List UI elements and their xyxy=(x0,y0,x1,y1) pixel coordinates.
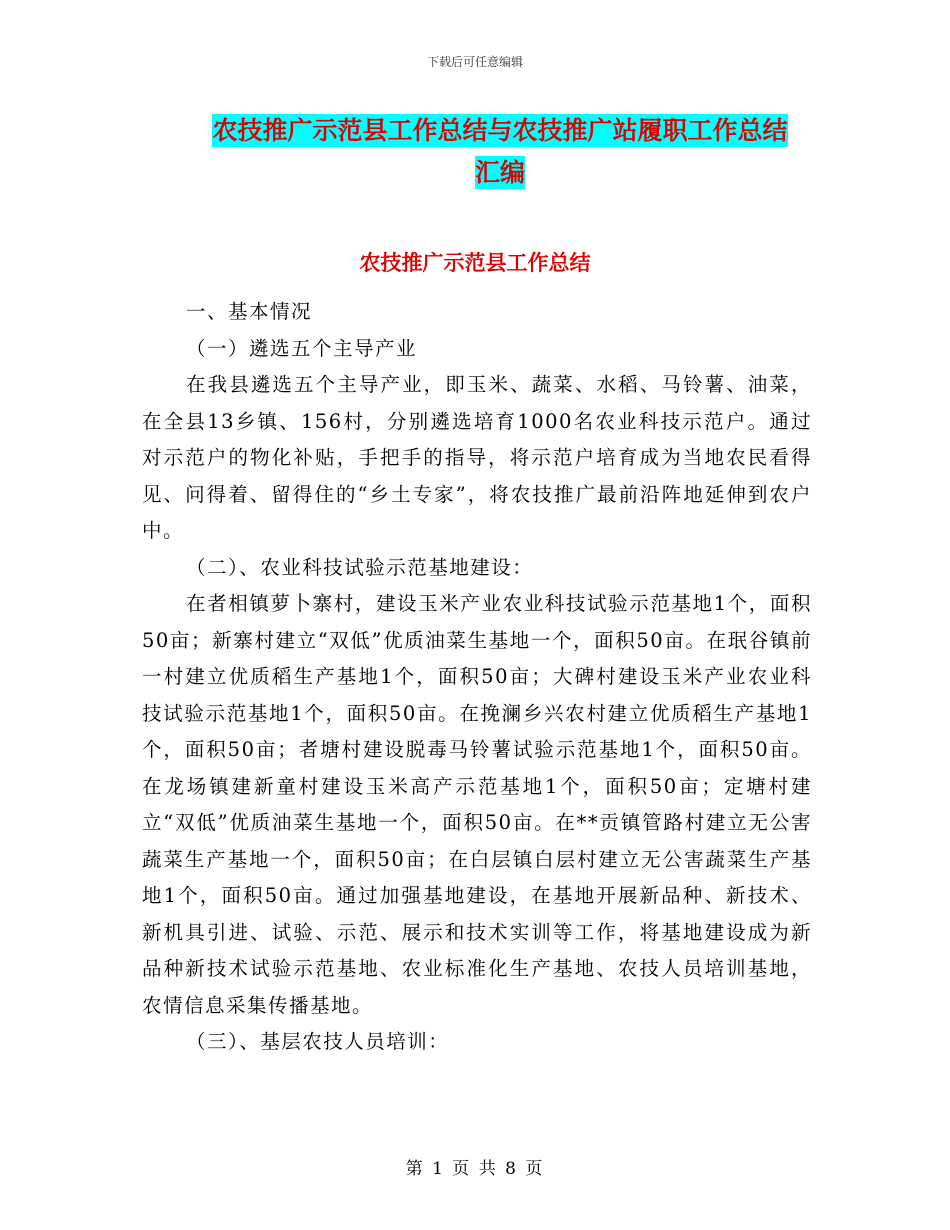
title-line-1: 农技推广示范县工作总结与农技推广站履职工作总结 xyxy=(212,116,788,145)
header-note: 下载后可任意编辑 xyxy=(426,55,523,69)
subheading-3: （三）、基层农技人员培训： xyxy=(186,1030,450,1053)
document-title xyxy=(150,110,850,194)
subheading-1: （一）遴选五个主导产业 xyxy=(186,336,418,360)
page-number: 第 1 页 共 8 页 xyxy=(405,1159,545,1179)
title-line-2: 汇编 xyxy=(474,158,525,187)
body-text xyxy=(142,294,812,1061)
paragraph-2: 在者相镇萝卜寨村，建设玉米产业农业科技试验示范基地1个，面积50亩；新寨村建立“双低”优质油菜生基地一个，面积50亩。在珉谷镇前一村建立优质稻生产基地1个，面积50亩；大碑村建设玉米产业农业科技试验示范基地1个，面积50亩。在挽澜乡兴农村建立优质稻生产基地1个，面积50亩；者塘村建设脱毒马铃薯试验示范基地1个，面积50亩。在龙场镇建新童村建设玉米高产示范基地1个，面积50亩；定塘村建立“双低”优质油菜生基地一个，面积50亩。在**贡镇管路村建立无公害蔬菜生产基地一个，面积50亩；在白层镇白层村建立无公害蔬菜生产基地1个，面积50亩。通过加强基地建设，在基地开展新品种、新技术、新机具引进、试验、示范、展示和技术实训等工作，将基地建设成为新品种新技术试验示范基地、农业标准化生产基地、农技人员培训基地，农情信息采集传播基地。 xyxy=(142,592,812,1017)
subheading-2: （二）、农业科技试验示范基地建设： xyxy=(186,555,534,579)
heading-basic-situation: 一、基本情况 xyxy=(186,300,313,323)
paragraph-1: 在我县遴选五个主导产业，即玉米、蔬菜、水稻、马铃薯、油菜，在全县13乡镇、156村，分别遴选培育1000名农业科技示范户。通过对示范户的物化补贴，手把手的指导，将示范户培育成为当地农民看得见、问得着、留得住的“乡土专家”，将农技推广最前沿阵地延伸到农户中。 xyxy=(142,373,812,542)
section-title: 农技推广示范县工作总结 xyxy=(359,251,591,275)
